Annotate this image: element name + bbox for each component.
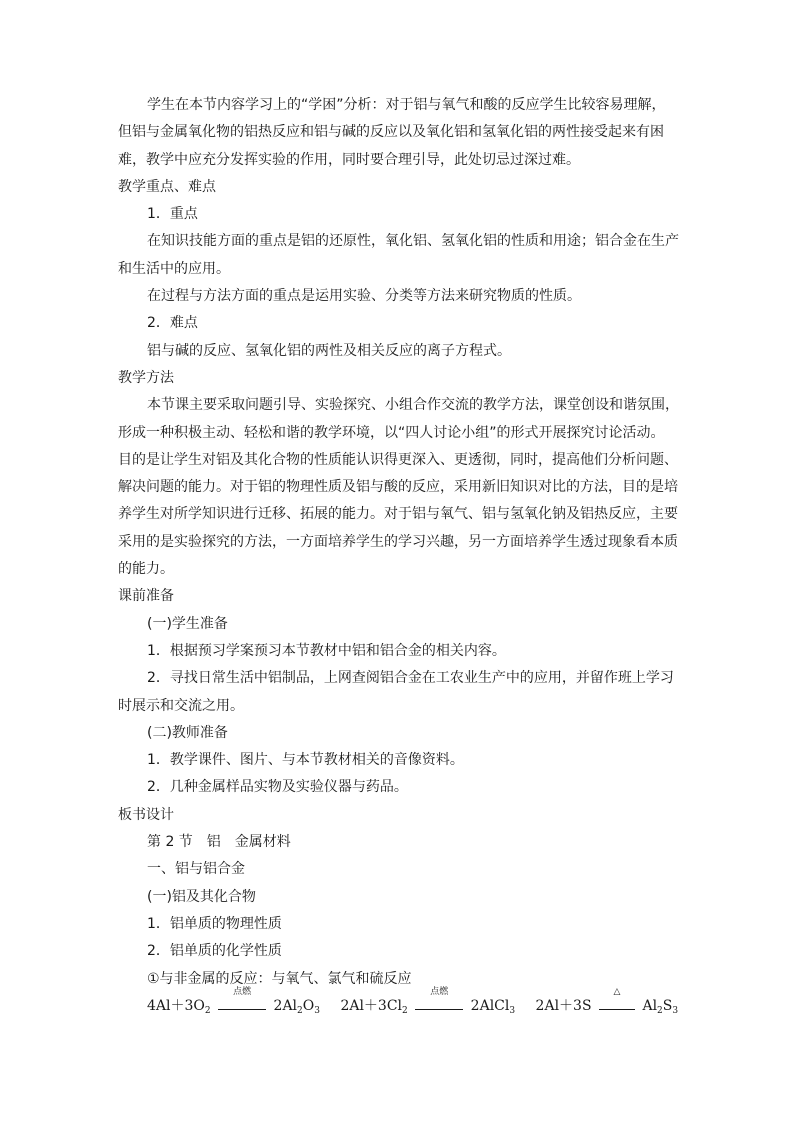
paragraph-line: 的能力。 <box>118 561 174 578</box>
equation-al-oxygen <box>147 986 320 1020</box>
reaction-condition <box>415 986 463 1010</box>
outline-item: 1．铝单质的物理性质 <box>147 915 282 932</box>
equation-line <box>118 986 679 1020</box>
list-item: 1．根据预习学案预习本节教材中铝和铝合金的相关内容。 <box>147 642 506 659</box>
equation-al-chlorine <box>340 986 516 1020</box>
equation-term: O <box>302 997 315 1014</box>
subsection-heading: 1．重点 <box>147 206 198 223</box>
equation-term: Al <box>642 997 658 1014</box>
document-page <box>118 92 678 1020</box>
section-heading: 教学重点、难点 <box>118 178 216 195</box>
heat-symbol: △ <box>613 986 621 997</box>
paragraph-line: 铝与碱的反应、氢氧化铝的两性及相关反应的离子方程式。 <box>147 342 511 359</box>
section-heading: 教学方法 <box>118 369 174 386</box>
equation-term: 2Al <box>273 997 298 1014</box>
paragraph-line: 采用的是实验探究的方法，一方面培养学生的学习兴趣，另一方面培养学生透过现象看本质 <box>118 533 678 550</box>
subsection-heading: 2．难点 <box>147 315 198 332</box>
paragraph-line: 形成一种积极主动、轻松和谐的教学环境，以“四人讨论小组”的形式开展探究讨论活动。 <box>118 424 665 441</box>
list-item: 1．教学课件、图片、与本节教材相关的音像资料。 <box>147 752 464 769</box>
paragraph-line: 养学生对所学知识进行迁移、拓展的能力。对于铝与氧气、铝与氢氧化钠及铝热反应，主要 <box>118 506 678 523</box>
paragraph-line: 目的是让学生对铝及其化合物的性质能认识得更深入、更透彻，同时，提高他们分析问题、 <box>118 451 678 468</box>
equation-term: S <box>662 997 673 1014</box>
outline-item: (一)铝及其化合物 <box>147 888 256 905</box>
section-heading: 板书设计 <box>118 806 174 823</box>
equation-al-sulfur <box>535 986 679 1020</box>
subscript: 3 <box>314 1005 320 1016</box>
paragraph-line: 和生活中的应用。 <box>118 260 230 277</box>
subscript: 2 <box>402 1005 408 1016</box>
condition-label: 点燃 <box>233 986 252 997</box>
board-title: 第 2 节 铝 金属材料 <box>147 834 291 851</box>
equation-term: 2AlCl <box>470 997 510 1014</box>
outline-item: 一、铝与铝合金 <box>147 861 245 878</box>
paragraph-line: 难，教学中应充分发挥实验的作用，同时要合理引导，此处切忌过深过难。 <box>118 151 580 168</box>
subscript: 3 <box>672 1005 679 1016</box>
condition-label: 点燃 <box>430 986 449 997</box>
reaction-condition <box>599 986 635 1010</box>
subscript: 2 <box>657 1005 663 1016</box>
paragraph-line: 在知识技能方面的重点是铝的还原性，氧化铝、氢氧化铝的性质和用途；铝合金在生产 <box>147 233 679 250</box>
paragraph-line: 学生在本节内容学习上的“学困”分析：对于铝与氧气和酸的反应学生比较容易理解， <box>147 97 666 113</box>
outline-item: 2．铝单质的化学性质 <box>147 943 282 960</box>
section-heading: 课前准备 <box>118 588 174 605</box>
list-item: 2．寻找日常生活中铝制品，上网查阅铝合金在工农业生产中的应用，并留作班上学习 <box>147 670 674 687</box>
list-item-continuation: 时展示和交流之用。 <box>118 697 244 714</box>
equation-term: 2Al＋3Cl <box>340 997 403 1014</box>
paragraph-line: 但铝与金属氧化物的铝热反应和铝与碱的反应以及氧化铝和氢氧化铝的两性接受起来有困 <box>118 124 664 141</box>
paragraph-line: 解决问题的能力。对于铝的物理性质及铝与酸的反应，采用新旧知识对比的方法，目的是培 <box>118 479 678 496</box>
equation-term: 4Al＋3O <box>147 997 205 1014</box>
reaction-condition <box>218 986 266 1010</box>
equation-term: 2Al＋3S <box>535 997 592 1014</box>
subscript: 2 <box>297 1005 303 1016</box>
paragraph-line: 在过程与方法方面的重点是运用实验、分类等方法来研究物质的性质。 <box>147 288 581 305</box>
subscript: 3 <box>509 1005 516 1016</box>
subsection-heading: (一)学生准备 <box>147 615 228 632</box>
outline-item: ①与非金属的反应：与氧气、氯气和硫反应 <box>147 970 412 987</box>
subscript: 2 <box>204 1005 211 1016</box>
subsection-heading: (二)教师准备 <box>147 724 228 741</box>
paragraph-line: 本节课主要采取问题引导、实验探究、小组合作交流的教学方法，课堂创设和谐氛围， <box>147 397 679 414</box>
list-item: 2．几种金属样品实物及实验仪器与药品。 <box>147 779 408 796</box>
